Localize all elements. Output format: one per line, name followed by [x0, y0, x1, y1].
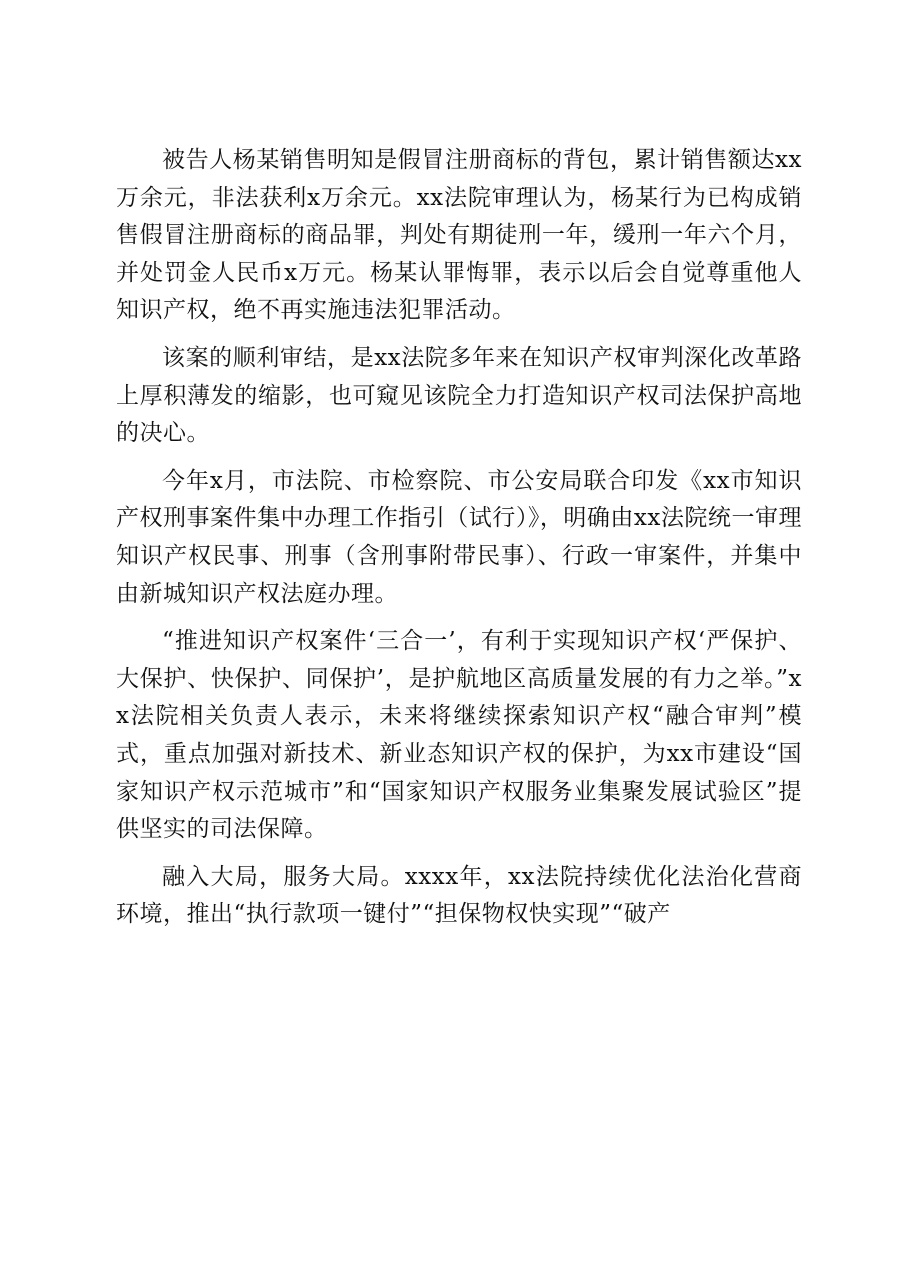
paragraph-3: 今年x月，市法院、市检察院、市公安局联合印发《xx市知识产权刑事案件集中办理工作指引（试行）》，明确由xx法院统一审理知识产权民事、刑事（含刑事附带民事）、行政一审案件，并集中由新城知识产权法庭办理。: [116, 467, 802, 607]
paragraph-4: “推进知识产权案件‘三合一’，有利于实现知识产权‘严保护、大保护、快保护、同保护’，是护航地区高质量发展的有力之举。”xx法院相关负责人表示，未来将继续探索知识产权“融合审判”模式，重点加强对新技术、新业态知识产权的保护，为xx市建设“国家知识产权示范城市”和“国家知识产权服务业集聚发展试验区”提供坚实的司法保障。: [116, 628, 802, 843]
paragraph-5: 融入大局，服务大局。xxxx年，xx法院持续优化法治化营商环境，推出“执行款项一键付”“担保物权快实现”“破产: [116, 863, 802, 928]
document-body: [116, 142, 802, 944]
paragraph-2: 该案的顺利审结，是xx法院多年来在知识产权审判深化改革路上厚积薄发的缩影，也可窥见该院全力打造知识产权司法保护高地的决心。: [116, 344, 802, 447]
paragraph-1: 被告人杨某销售明知是假冒注册商标的背包，累计销售额达xx万余元，非法获利x万余元。xx法院审理认为，杨某行为已构成销售假冒注册商标的商品罪，判处有期徒刑一年，缓刑一年六个月，并处罚金人民币x万元。杨某认罪悔罪，表示以后会自觉尊重他人知识产权，绝不再实施违法犯罪活动。: [116, 147, 802, 324]
